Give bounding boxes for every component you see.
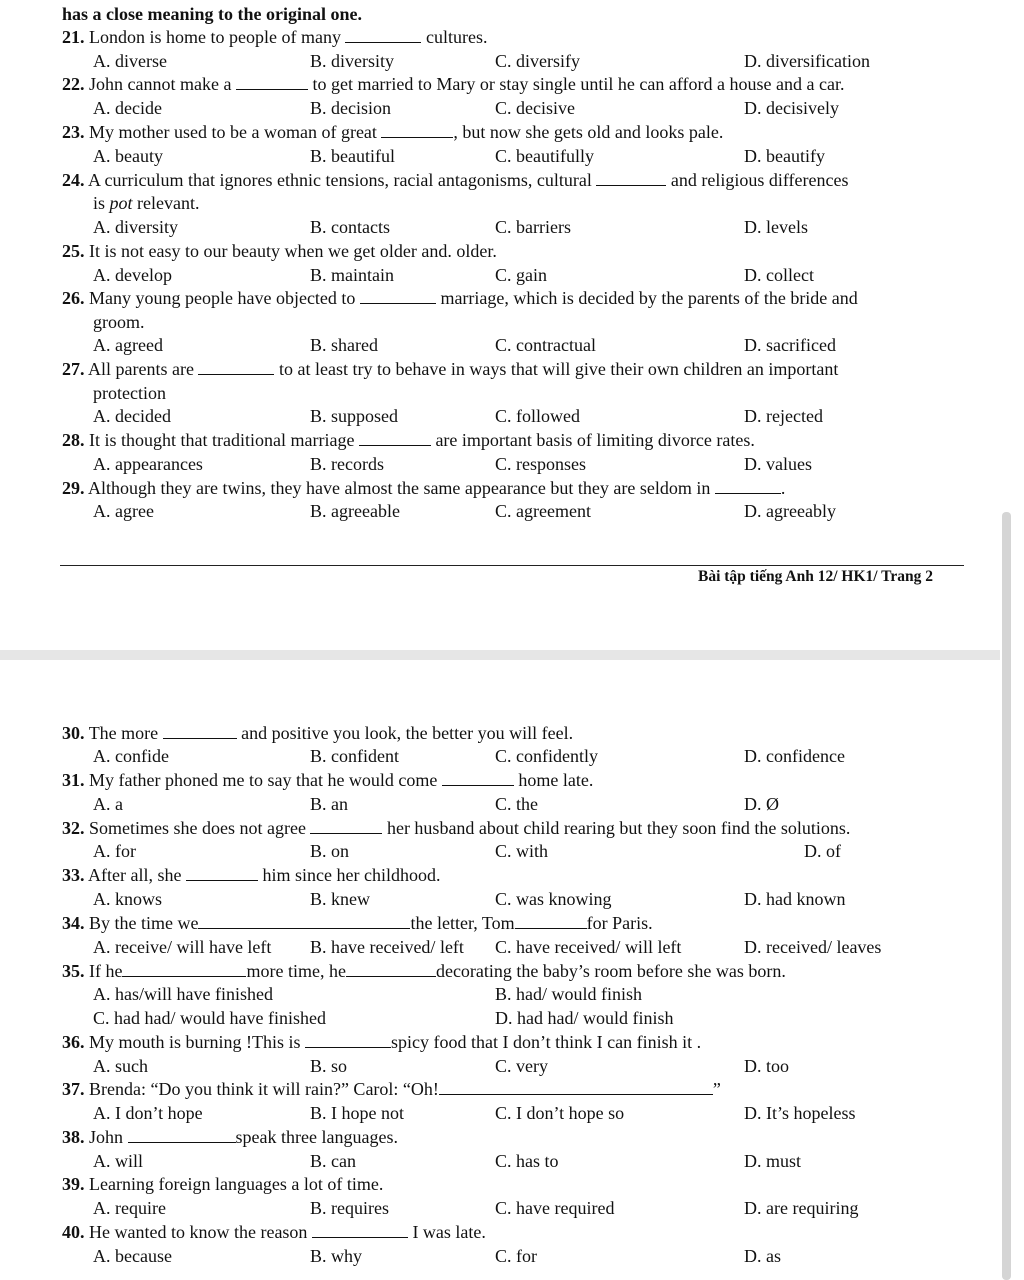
- question-text: for Paris.: [586, 913, 653, 933]
- question-25: [62, 240, 497, 262]
- question-38: [62, 1126, 398, 1148]
- worksheet-page-3: [0, 660, 1000, 1280]
- option-b[interactable]: B. knew: [310, 889, 370, 909]
- question-continuation: groom.: [93, 312, 145, 332]
- question-text: spicy food that I don’t think I can finish it .: [391, 1032, 702, 1052]
- question-number: 29.: [62, 478, 85, 498]
- question-29: [62, 477, 785, 499]
- question-number: 24.: [62, 170, 85, 190]
- question-21: [62, 26, 487, 48]
- question-number: 30.: [62, 723, 85, 743]
- option-c[interactable]: C. followed: [495, 406, 580, 426]
- question-text: If he: [89, 961, 123, 981]
- question-text: It is thought that traditional marriage: [89, 430, 355, 450]
- answer-blank: [346, 962, 436, 977]
- option-b[interactable]: B. an: [310, 794, 348, 814]
- answer-blank: [198, 360, 274, 375]
- option-b[interactable]: B. confident: [310, 746, 399, 766]
- answer-blank: [359, 431, 431, 446]
- question-text: Many young people have objected to: [89, 288, 356, 308]
- answer-blank: [163, 724, 237, 739]
- option-b[interactable]: B. so: [310, 1056, 348, 1076]
- option-b[interactable]: B. I hope not: [310, 1103, 404, 1123]
- option-a[interactable]: A. I don’t hope: [93, 1103, 203, 1123]
- question-text: ”: [712, 1079, 721, 1099]
- scrollbar-thumb[interactable]: [1002, 512, 1011, 1280]
- option-a[interactable]: A. receive/ will have left: [93, 937, 272, 957]
- question-text: Brenda: “Do you think it will rain?” Carol: “Oh!: [89, 1079, 439, 1099]
- option-b[interactable]: B. shared: [310, 335, 378, 355]
- worksheet-page-2: [0, 0, 1000, 650]
- question-text: Learning foreign languages a lot of time.: [89, 1174, 384, 1194]
- question-number: 26.: [62, 288, 85, 308]
- answer-blank: [305, 1033, 391, 1048]
- question-number: 38.: [62, 1127, 85, 1147]
- option-a[interactable]: A. because: [93, 1246, 172, 1266]
- option-c[interactable]: C. had had/ would have finished: [93, 1008, 326, 1028]
- question-22: [62, 73, 844, 95]
- option-c[interactable]: C. beautifully: [495, 146, 594, 166]
- question-text: By the time we: [89, 913, 199, 933]
- option-d[interactable]: D. It’s hopeless: [744, 1103, 856, 1123]
- option-b[interactable]: B. have received/ left: [310, 937, 464, 957]
- option-b[interactable]: B. can: [310, 1151, 356, 1171]
- question-text: London is home to people of many: [89, 27, 341, 47]
- question-number: 37.: [62, 1079, 85, 1099]
- question-34: [62, 912, 653, 934]
- answer-blank: [312, 1223, 408, 1238]
- question-text: I was late.: [412, 1222, 486, 1242]
- option-d[interactable]: D. values: [744, 454, 812, 474]
- option-c[interactable]: C. confidently: [495, 746, 598, 766]
- question-text: the letter, Tom: [410, 913, 515, 933]
- question-text: , but now she gets old and looks pale.: [453, 122, 724, 142]
- question-32: [62, 817, 850, 839]
- question-28: [62, 429, 755, 451]
- question-text: home late.: [518, 770, 594, 790]
- question-text: It is not easy to our beauty when we get older and. older.: [89, 241, 497, 261]
- option-d[interactable]: D. agreeably: [744, 501, 836, 521]
- question-text: The more: [88, 723, 159, 743]
- answer-blank: [128, 1128, 236, 1143]
- option-b[interactable]: B. decision: [310, 98, 391, 118]
- option-b[interactable]: B. supposed: [310, 406, 399, 426]
- question-text: and religious differences: [670, 170, 849, 190]
- option-a[interactable]: A. develop: [93, 265, 172, 285]
- option-b[interactable]: B. maintain: [310, 265, 394, 285]
- option-a[interactable]: A. knows: [93, 889, 163, 909]
- question-number: 35.: [62, 961, 85, 981]
- question-37: [62, 1078, 721, 1100]
- question-text: him since her childhood.: [262, 865, 441, 885]
- option-d[interactable]: D. as: [744, 1246, 781, 1266]
- option-d[interactable]: D. of: [804, 841, 841, 861]
- option-c[interactable]: C. very: [495, 1056, 548, 1076]
- option-c[interactable]: C. was knowing: [495, 889, 612, 909]
- option-d[interactable]: D. are requiring: [744, 1198, 859, 1218]
- option-c[interactable]: C. gain: [495, 265, 547, 285]
- answer-blank: [236, 75, 308, 90]
- question-text: and positive you look, the better you will feel.: [241, 723, 574, 743]
- page-break: [0, 650, 1024, 660]
- answer-blank: [439, 1080, 713, 1095]
- continuation-text: is: [93, 193, 110, 213]
- continuation-italic: pot: [109, 193, 133, 213]
- question-number: 23.: [62, 122, 85, 142]
- option-c[interactable]: C. decisive: [495, 98, 575, 118]
- option-a[interactable]: A. decided: [93, 406, 171, 426]
- option-d[interactable]: D. must: [744, 1151, 802, 1171]
- option-b[interactable]: B. records: [310, 454, 384, 474]
- question-text: are important basis of limiting divorce rates.: [435, 430, 755, 450]
- question-27: [62, 358, 838, 380]
- option-c[interactable]: C. responses: [495, 454, 586, 474]
- answer-blank: [442, 771, 514, 786]
- question-23: [62, 121, 723, 143]
- question-number: 32.: [62, 818, 85, 838]
- option-c[interactable]: C. with: [495, 841, 549, 861]
- option-d[interactable]: D. diversification: [744, 51, 870, 71]
- option-a[interactable]: A. for: [93, 841, 136, 861]
- question-text: John cannot make a: [89, 74, 232, 94]
- question-text: Although they are twins, they have almost the same appearance but they are seldom in: [88, 478, 711, 498]
- option-d[interactable]: D. had known: [744, 889, 846, 909]
- option-a[interactable]: A. diversity: [93, 217, 178, 237]
- option-c[interactable]: C. has to: [495, 1151, 559, 1171]
- question-26: [62, 287, 858, 309]
- option-a[interactable]: A. beauty: [93, 146, 163, 166]
- question-number: 25.: [62, 241, 85, 261]
- question-text: A curriculum that ignores ethnic tensions, racial antagonisms, cultural: [88, 170, 592, 190]
- option-a[interactable]: A. such: [93, 1056, 148, 1076]
- question-text: My mouth is burning !This is: [89, 1032, 301, 1052]
- footer-divider: [60, 565, 964, 566]
- option-d[interactable]: D. decisively: [744, 98, 839, 118]
- option-c[interactable]: C. diversify: [495, 51, 580, 71]
- question-number: 33.: [62, 865, 85, 885]
- question-text: more time, he: [246, 961, 346, 981]
- question-text: My mother used to be a woman of great: [89, 122, 377, 142]
- answer-blank: [122, 962, 246, 977]
- question-text: cultures.: [425, 27, 488, 47]
- question-number: 36.: [62, 1032, 85, 1052]
- question-text: speak three languages.: [235, 1127, 398, 1147]
- option-c[interactable]: C. have received/ will left: [495, 937, 682, 957]
- option-b[interactable]: B. agreeable: [310, 501, 400, 521]
- question-text: her husband about child rearing but they soon find the solutions.: [386, 818, 851, 838]
- question-31: [62, 769, 593, 791]
- option-a[interactable]: A. a: [93, 794, 123, 814]
- answer-blank: [381, 123, 453, 138]
- option-d[interactable]: D. levels: [744, 217, 808, 237]
- option-d[interactable]: D. too: [744, 1056, 789, 1076]
- question-number: 27.: [62, 359, 85, 379]
- question-continuation: protection: [93, 383, 166, 403]
- answer-blank: [596, 171, 666, 186]
- option-b[interactable]: B. contacts: [310, 217, 390, 237]
- option-c[interactable]: C. agreement: [495, 501, 591, 521]
- option-a[interactable]: A. diverse: [93, 51, 167, 71]
- question-text: My father phoned me to say that he would come: [89, 770, 438, 790]
- answer-blank: [360, 289, 436, 304]
- option-a[interactable]: A. require: [93, 1198, 166, 1218]
- question-text: .: [780, 478, 786, 498]
- option-a[interactable]: A. agreed: [93, 335, 163, 355]
- option-d[interactable]: D. sacrificed: [744, 335, 836, 355]
- option-d[interactable]: D. Ø: [744, 794, 779, 814]
- option-a[interactable]: A. will: [93, 1151, 144, 1171]
- option-a[interactable]: A. confide: [93, 746, 169, 766]
- question-text: All parents are: [88, 359, 194, 379]
- page-footer: Bài tập tiếng Anh 12/ HK1/ Trang 2: [698, 568, 933, 585]
- option-b[interactable]: B. requires: [310, 1198, 389, 1218]
- question-24: [62, 169, 849, 191]
- option-a[interactable]: A. decide: [93, 98, 162, 118]
- continuation-text: relevant.: [132, 193, 200, 213]
- answer-blank: [186, 866, 258, 881]
- option-a[interactable]: A. appearances: [93, 454, 203, 474]
- question-30: [62, 722, 573, 744]
- question-number: 22.: [62, 74, 85, 94]
- question-number: 39.: [62, 1174, 85, 1194]
- question-text: decorating the baby’s room before she was born.: [435, 961, 786, 981]
- question-text: He wanted to know the reason: [89, 1222, 308, 1242]
- option-d[interactable]: D. had had/ would finish: [495, 1008, 674, 1028]
- option-d[interactable]: D. received/ leaves: [744, 937, 882, 957]
- question-36: [62, 1031, 701, 1053]
- question-40: [62, 1221, 486, 1243]
- option-d[interactable]: D. confidence: [744, 746, 845, 766]
- question-text: marriage, which is decided by the parents of the bride and: [440, 288, 858, 308]
- question-number: 40.: [62, 1222, 85, 1242]
- question-text: John: [89, 1127, 124, 1147]
- option-c[interactable]: C. contractual: [495, 335, 596, 355]
- option-c[interactable]: C. the: [495, 794, 538, 814]
- option-b[interactable]: B. on: [310, 841, 350, 861]
- section-intro: has a close meaning to the original one.: [62, 4, 362, 24]
- question-35: [62, 960, 786, 982]
- option-d[interactable]: D. rejected: [744, 406, 823, 426]
- question-text: After all, she: [88, 865, 182, 885]
- option-c[interactable]: C. have required: [495, 1198, 615, 1218]
- question-number: 21.: [62, 27, 85, 47]
- option-c[interactable]: C. for: [495, 1246, 537, 1266]
- question-continuation: [93, 192, 200, 214]
- option-d[interactable]: D. beautify: [744, 146, 825, 166]
- answer-blank: [345, 28, 421, 43]
- option-a[interactable]: A. has/will have finished: [93, 984, 273, 1004]
- question-number: 31.: [62, 770, 85, 790]
- option-c[interactable]: C. barriers: [495, 217, 571, 237]
- option-c[interactable]: C. I don’t hope so: [495, 1103, 625, 1123]
- question-text: Sometimes she does not agree: [89, 818, 306, 838]
- option-b[interactable]: B. beautiful: [310, 146, 395, 166]
- answer-blank: [515, 914, 587, 929]
- question-33: [62, 864, 440, 886]
- answer-blank: [310, 819, 382, 834]
- option-b[interactable]: B. had/ would finish: [495, 984, 642, 1004]
- option-d[interactable]: D. collect: [744, 265, 814, 285]
- question-text: to get married to Mary or stay single until he can afford a house and a car.: [312, 74, 845, 94]
- question-number: 34.: [62, 913, 85, 933]
- question-number: 28.: [62, 430, 85, 450]
- option-b[interactable]: B. diversity: [310, 51, 394, 71]
- question-39: [62, 1173, 383, 1195]
- answer-blank: [198, 914, 410, 929]
- question-text: to at least try to behave in ways that will give their own children an important: [278, 359, 839, 379]
- option-b[interactable]: B. why: [310, 1246, 363, 1266]
- answer-blank: [715, 479, 781, 494]
- option-a[interactable]: A. agree: [93, 501, 154, 521]
